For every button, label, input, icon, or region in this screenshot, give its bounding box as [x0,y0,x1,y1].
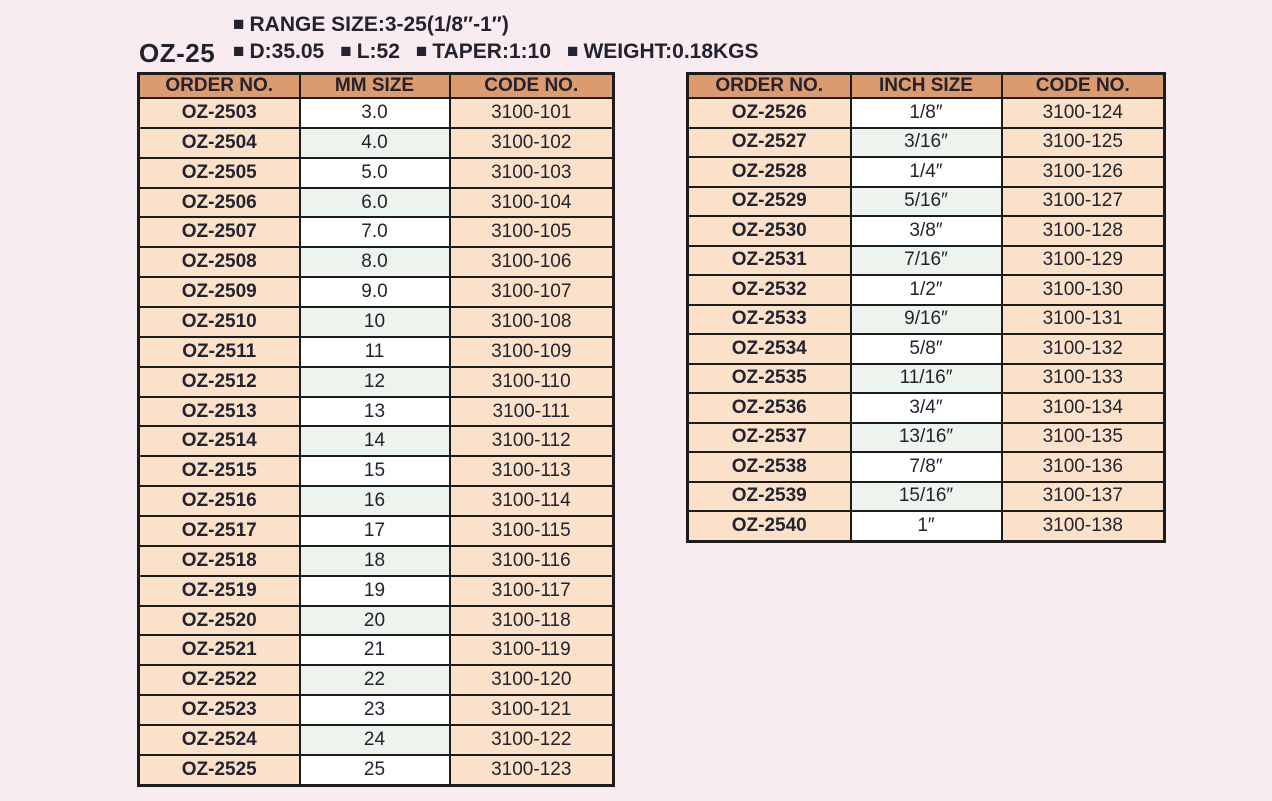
code-no-cell: 3100-110 [450,367,614,397]
order-no-cell: OZ-2514 [139,426,300,456]
code-no-cell: 3100-120 [450,665,614,695]
size-cell: 7/8″ [851,452,1002,482]
code-no-cell: 3100-133 [1002,364,1165,394]
spec-length-label: L:52 [356,40,400,63]
order-no-cell: OZ-2520 [139,606,300,636]
size-cell: 10 [300,307,450,337]
order-no-cell: OZ-2507 [139,217,300,247]
table-row [688,305,1165,335]
table-row [139,725,614,755]
table-row [688,423,1165,453]
order-no-cell: OZ-2508 [139,247,300,277]
size-cell: 5.0 [300,158,450,188]
order-no-cell: OZ-2518 [139,546,300,576]
code-no-cell: 3100-108 [450,307,614,337]
order-no-cell: OZ-2509 [139,277,300,307]
code-no-cell: 3100-104 [450,188,614,218]
size-cell: 11 [300,337,450,367]
size-cell: 5/16″ [851,187,1002,217]
size-cell: 3.0 [300,98,450,128]
size-cell: 9.0 [300,277,450,307]
table-row [139,516,614,546]
order-no-cell: OZ-2511 [139,337,300,367]
column-header: ORDER NO. [139,74,300,99]
table-row [139,367,614,397]
spec-item-taper [416,40,551,63]
code-no-cell: 3100-109 [450,337,614,367]
code-no-cell: 3100-137 [1002,482,1165,512]
order-no-cell: OZ-2519 [139,576,300,606]
code-no-cell: 3100-135 [1002,423,1165,453]
code-no-cell: 3100-103 [450,158,614,188]
order-no-cell: OZ-2523 [139,695,300,725]
spec-item-weight [567,40,759,63]
table-row [688,452,1165,482]
table-row [139,277,614,307]
order-no-cell: OZ-2525 [139,755,300,786]
order-no-cell: OZ-2516 [139,486,300,516]
table-row [139,606,614,636]
code-no-cell: 3100-107 [450,277,614,307]
table-row [688,364,1165,394]
size-cell: 3/4″ [851,393,1002,423]
table-row [139,695,614,725]
table-row [139,337,614,367]
mm-size-table [137,72,615,787]
size-cell: 12 [300,367,450,397]
code-no-cell: 3100-125 [1002,128,1165,158]
code-no-cell: 3100-106 [450,247,614,277]
size-cell: 22 [300,665,450,695]
code-no-cell: 3100-128 [1002,216,1165,246]
size-cell: 1/8″ [851,98,1002,128]
code-no-cell: 3100-127 [1002,187,1165,217]
order-no-cell: OZ-2529 [688,187,851,217]
square-bullet-icon: ■ [233,14,245,35]
code-no-cell: 3100-126 [1002,157,1165,187]
table-row [139,158,614,188]
order-no-cell: OZ-2506 [139,188,300,218]
table-row [139,576,614,606]
table-row [139,98,614,128]
code-no-cell: 3100-117 [450,576,614,606]
order-no-cell: OZ-2530 [688,216,851,246]
square-bullet-icon: ■ [233,41,245,62]
size-cell: 13 [300,397,450,427]
size-cell: 20 [300,606,450,636]
code-no-cell: 3100-113 [450,456,614,486]
order-no-cell: OZ-2537 [688,423,851,453]
order-no-cell: OZ-2517 [139,516,300,546]
size-cell: 9/16″ [851,305,1002,335]
table-row [139,456,614,486]
size-cell: 16 [300,486,450,516]
order-no-cell: OZ-2538 [688,452,851,482]
table-row [139,247,614,277]
size-cell: 13/16″ [851,423,1002,453]
size-cell: 23 [300,695,450,725]
model-title: OZ-25 [139,38,216,68]
order-no-cell: OZ-2524 [139,725,300,755]
table-row [139,307,614,337]
code-no-cell: 3100-105 [450,217,614,247]
size-cell: 7/16″ [851,246,1002,276]
table-row [688,275,1165,305]
order-no-cell: OZ-2505 [139,158,300,188]
code-no-cell: 3100-115 [450,516,614,546]
code-no-cell: 3100-134 [1002,393,1165,423]
column-header: MM SIZE [300,74,450,99]
size-cell: 21 [300,635,450,665]
table-row [688,393,1165,423]
table-row [139,665,614,695]
order-no-cell: OZ-2534 [688,334,851,364]
square-bullet-icon: ■ [415,41,428,62]
table-row [688,482,1165,512]
size-cell: 19 [300,576,450,606]
table-row [688,511,1165,541]
size-cell: 6.0 [300,188,450,218]
size-cell: 11/16″ [851,364,1002,394]
code-no-cell: 3100-121 [450,695,614,725]
column-header: CODE NO. [1002,74,1165,99]
code-no-cell: 3100-122 [450,725,614,755]
range-size-line [233,13,509,37]
order-no-cell: OZ-2510 [139,307,300,337]
column-header: CODE NO. [450,74,614,99]
order-no-cell: OZ-2531 [688,246,851,276]
code-no-cell: 3100-111 [450,397,614,427]
square-bullet-icon: ■ [340,41,352,62]
code-no-cell: 3100-124 [1002,98,1165,128]
code-no-cell: 3100-136 [1002,452,1165,482]
order-no-cell: OZ-2540 [688,511,851,541]
table-row [139,755,614,786]
size-cell: 1/4″ [851,157,1002,187]
code-no-cell: 3100-116 [450,546,614,576]
order-no-cell: OZ-2521 [139,635,300,665]
table-row [688,98,1165,128]
code-no-cell: 3100-118 [450,606,614,636]
code-no-cell: 3100-132 [1002,334,1165,364]
order-no-cell: OZ-2532 [688,275,851,305]
order-no-cell: OZ-2535 [688,364,851,394]
code-no-cell: 3100-138 [1002,511,1165,541]
table-row [688,216,1165,246]
size-cell: 15/16″ [851,482,1002,512]
order-no-cell: OZ-2528 [688,157,851,187]
code-no-cell: 3100-119 [450,635,614,665]
table-row [139,397,614,427]
spec-taper-label: TAPER:1:10 [432,40,551,63]
order-no-cell: OZ-2536 [688,393,851,423]
table-row [688,157,1165,187]
table-row [139,635,614,665]
order-no-cell: OZ-2504 [139,128,300,158]
table-row [139,486,614,516]
mm-table-header-row [139,74,614,99]
table-row [139,546,614,576]
order-no-cell: OZ-2527 [688,128,851,158]
size-cell: 5/8″ [851,334,1002,364]
order-no-cell: OZ-2526 [688,98,851,128]
size-cell: 24 [300,725,450,755]
inch-table-header-row [688,74,1165,99]
code-no-cell: 3100-129 [1002,246,1165,276]
size-cell: 1/2″ [851,275,1002,305]
order-no-cell: OZ-2513 [139,397,300,427]
range-size-label: RANGE SIZE:3-25(1/8″-1″) [249,13,509,36]
order-no-cell: OZ-2522 [139,665,300,695]
spec-item-length [340,40,400,63]
size-cell: 7.0 [300,217,450,247]
size-cell: 17 [300,516,450,546]
square-bullet-icon: ■ [567,41,579,62]
size-cell: 14 [300,426,450,456]
table-row [139,426,614,456]
code-no-cell: 3100-114 [450,486,614,516]
spec-diameter-label: D:35.05 [249,40,325,63]
code-no-cell: 3100-101 [450,98,614,128]
table-row [688,246,1165,276]
order-no-cell: OZ-2515 [139,456,300,486]
table-row [139,217,614,247]
spec-line [233,40,775,64]
table-row [688,334,1165,364]
table-row [688,128,1165,158]
size-cell: 1″ [851,511,1002,541]
order-no-cell: OZ-2539 [688,482,851,512]
size-cell: 25 [300,755,450,786]
column-header: ORDER NO. [688,74,851,99]
table-row [688,187,1165,217]
code-no-cell: 3100-131 [1002,305,1165,335]
table-row [139,128,614,158]
code-no-cell: 3100-112 [450,426,614,456]
code-no-cell: 3100-123 [450,755,614,786]
spec-item-diameter [233,40,324,63]
size-cell: 3/8″ [851,216,1002,246]
size-cell: 18 [300,546,450,576]
size-cell: 3/16″ [851,128,1002,158]
size-cell: 8.0 [300,247,450,277]
order-no-cell: OZ-2533 [688,305,851,335]
order-no-cell: OZ-2512 [139,367,300,397]
order-no-cell: OZ-2503 [139,98,300,128]
spec-weight-label: WEIGHT:0.18KGS [583,40,759,63]
column-header: INCH SIZE [851,74,1002,99]
code-no-cell: 3100-102 [450,128,614,158]
inch-size-table [686,72,1166,543]
size-cell: 4.0 [300,128,450,158]
code-no-cell: 3100-130 [1002,275,1165,305]
size-cell: 15 [300,456,450,486]
table-row [139,188,614,218]
